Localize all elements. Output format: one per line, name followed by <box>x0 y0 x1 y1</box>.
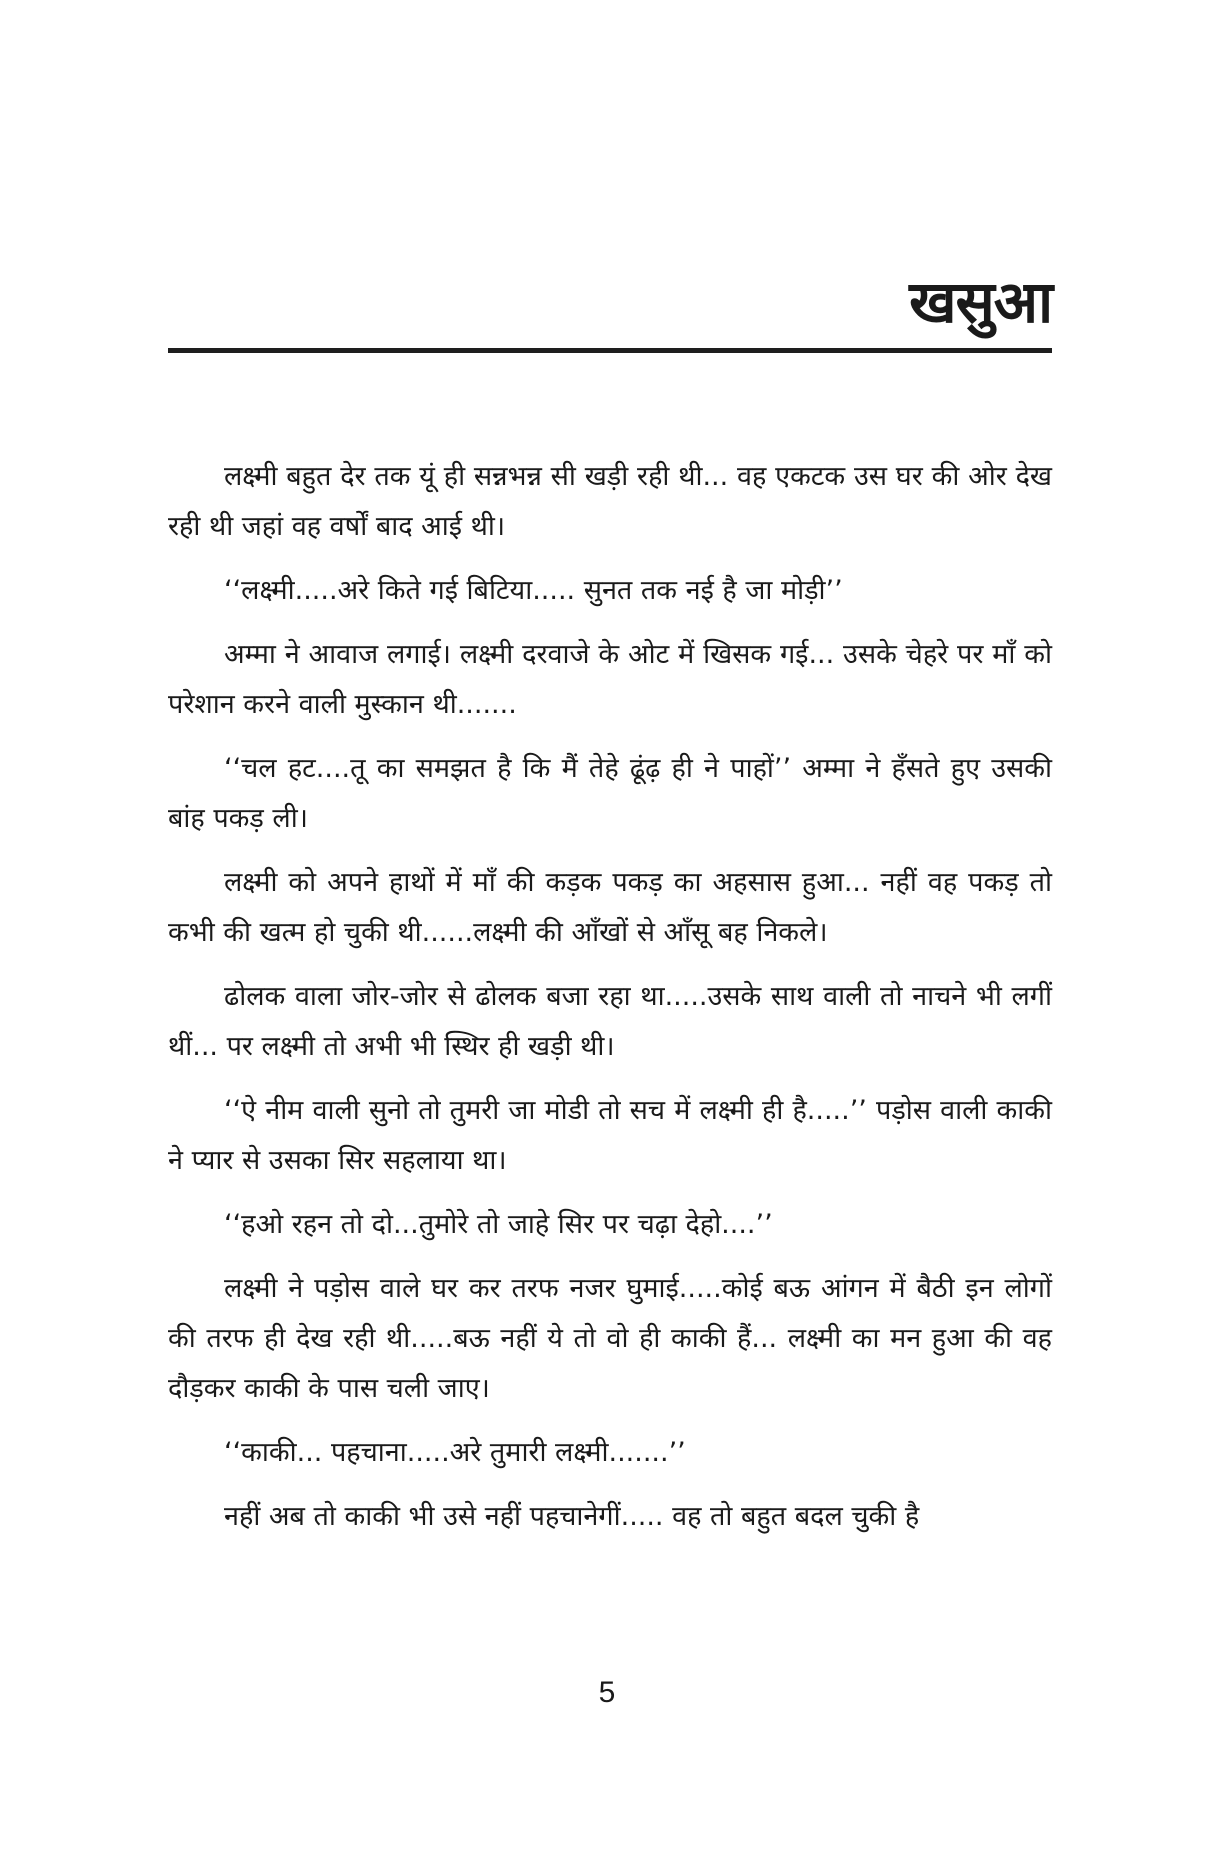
title-underline-rule <box>168 348 1052 353</box>
paragraph: ‘‘हओ रहन तो दो...तुमोरे तो जाहे सिर पर चढ़ा देहो....’’ <box>224 1209 773 1240</box>
paragraph: लक्ष्मी को अपने हाथों में माँ की कड़क पकड़ का अहसास हुआ... नहीं वह पकड़ तो कभी की खत्म हो चुकी थी......लक्ष्मी की आँखों से आँसू बह निकले। <box>168 867 1052 948</box>
paragraph: ढोलक वाला जोर-जोर से ढोलक बजा रहा था.....उसके साथ वाली तो नाचने भी लगीं थीं... पर लक्ष्मी तो अभी भी स्थिर ही खड़ी थी। <box>168 981 1052 1062</box>
chapter-title: खसुआ <box>909 268 1052 336</box>
paragraph: ‘‘लक्ष्मी.....अरे किते गई बिटिया..... सुनत तक नई है जा मोड़ी’’ <box>224 575 843 606</box>
paragraph: अम्मा ने आवाज लगाई। लक्ष्मी दरवाजे के ओट में खिसक गई... उसके चेहरे पर माँ को परेशान करने वाली मुस्कान थी....... <box>168 639 1052 720</box>
paragraph: ‘‘चल हट....तू का समझत है कि मैं तेहे ढूंढ़ ही ने पाहों’’ अम्मा ने हँसते हुए उसकी बांह पकड़ ली। <box>168 753 1052 834</box>
page-number: 5 <box>598 1676 616 1709</box>
paragraph: ‘‘काकी... पहचाना.....अरे तुमारी लक्ष्मी.......’’ <box>224 1437 686 1468</box>
paragraph: ‘‘ऐ नीम वाली सुनो तो तुमरी जा मोडी तो सच में लक्ष्मी ही है.....’’ पड़ोस वाली काकी ने प्यार से उसका सिर सहलाया था। <box>168 1095 1052 1176</box>
paragraph: नहीं अब तो काकी भी उसे नहीं पहचानेगीं..... वह तो बहुत बदल चुकी है <box>224 1501 920 1532</box>
paragraph: लक्ष्मी ने पड़ोस वाले घर कर तरफ नजर घुमाई.....कोई बऊ आंगन में बैठी इन लोगों की तरफ ही देख रही थी.....बऊ नहीं ये तो वो ही काकी हैं... लक्ष्मी का मन हुआ की वह दौड़कर काकी के पास चली जाए। <box>168 1273 1052 1404</box>
chapter-body <box>168 452 1052 1556</box>
paragraph: लक्ष्मी बहुत देर तक यूं ही सन्नभन्न सी खड़ी रही थी... वह एकटक उस घर की ओर देख रही थी जहां वह वर्षों बाद आई थी। <box>168 461 1052 542</box>
